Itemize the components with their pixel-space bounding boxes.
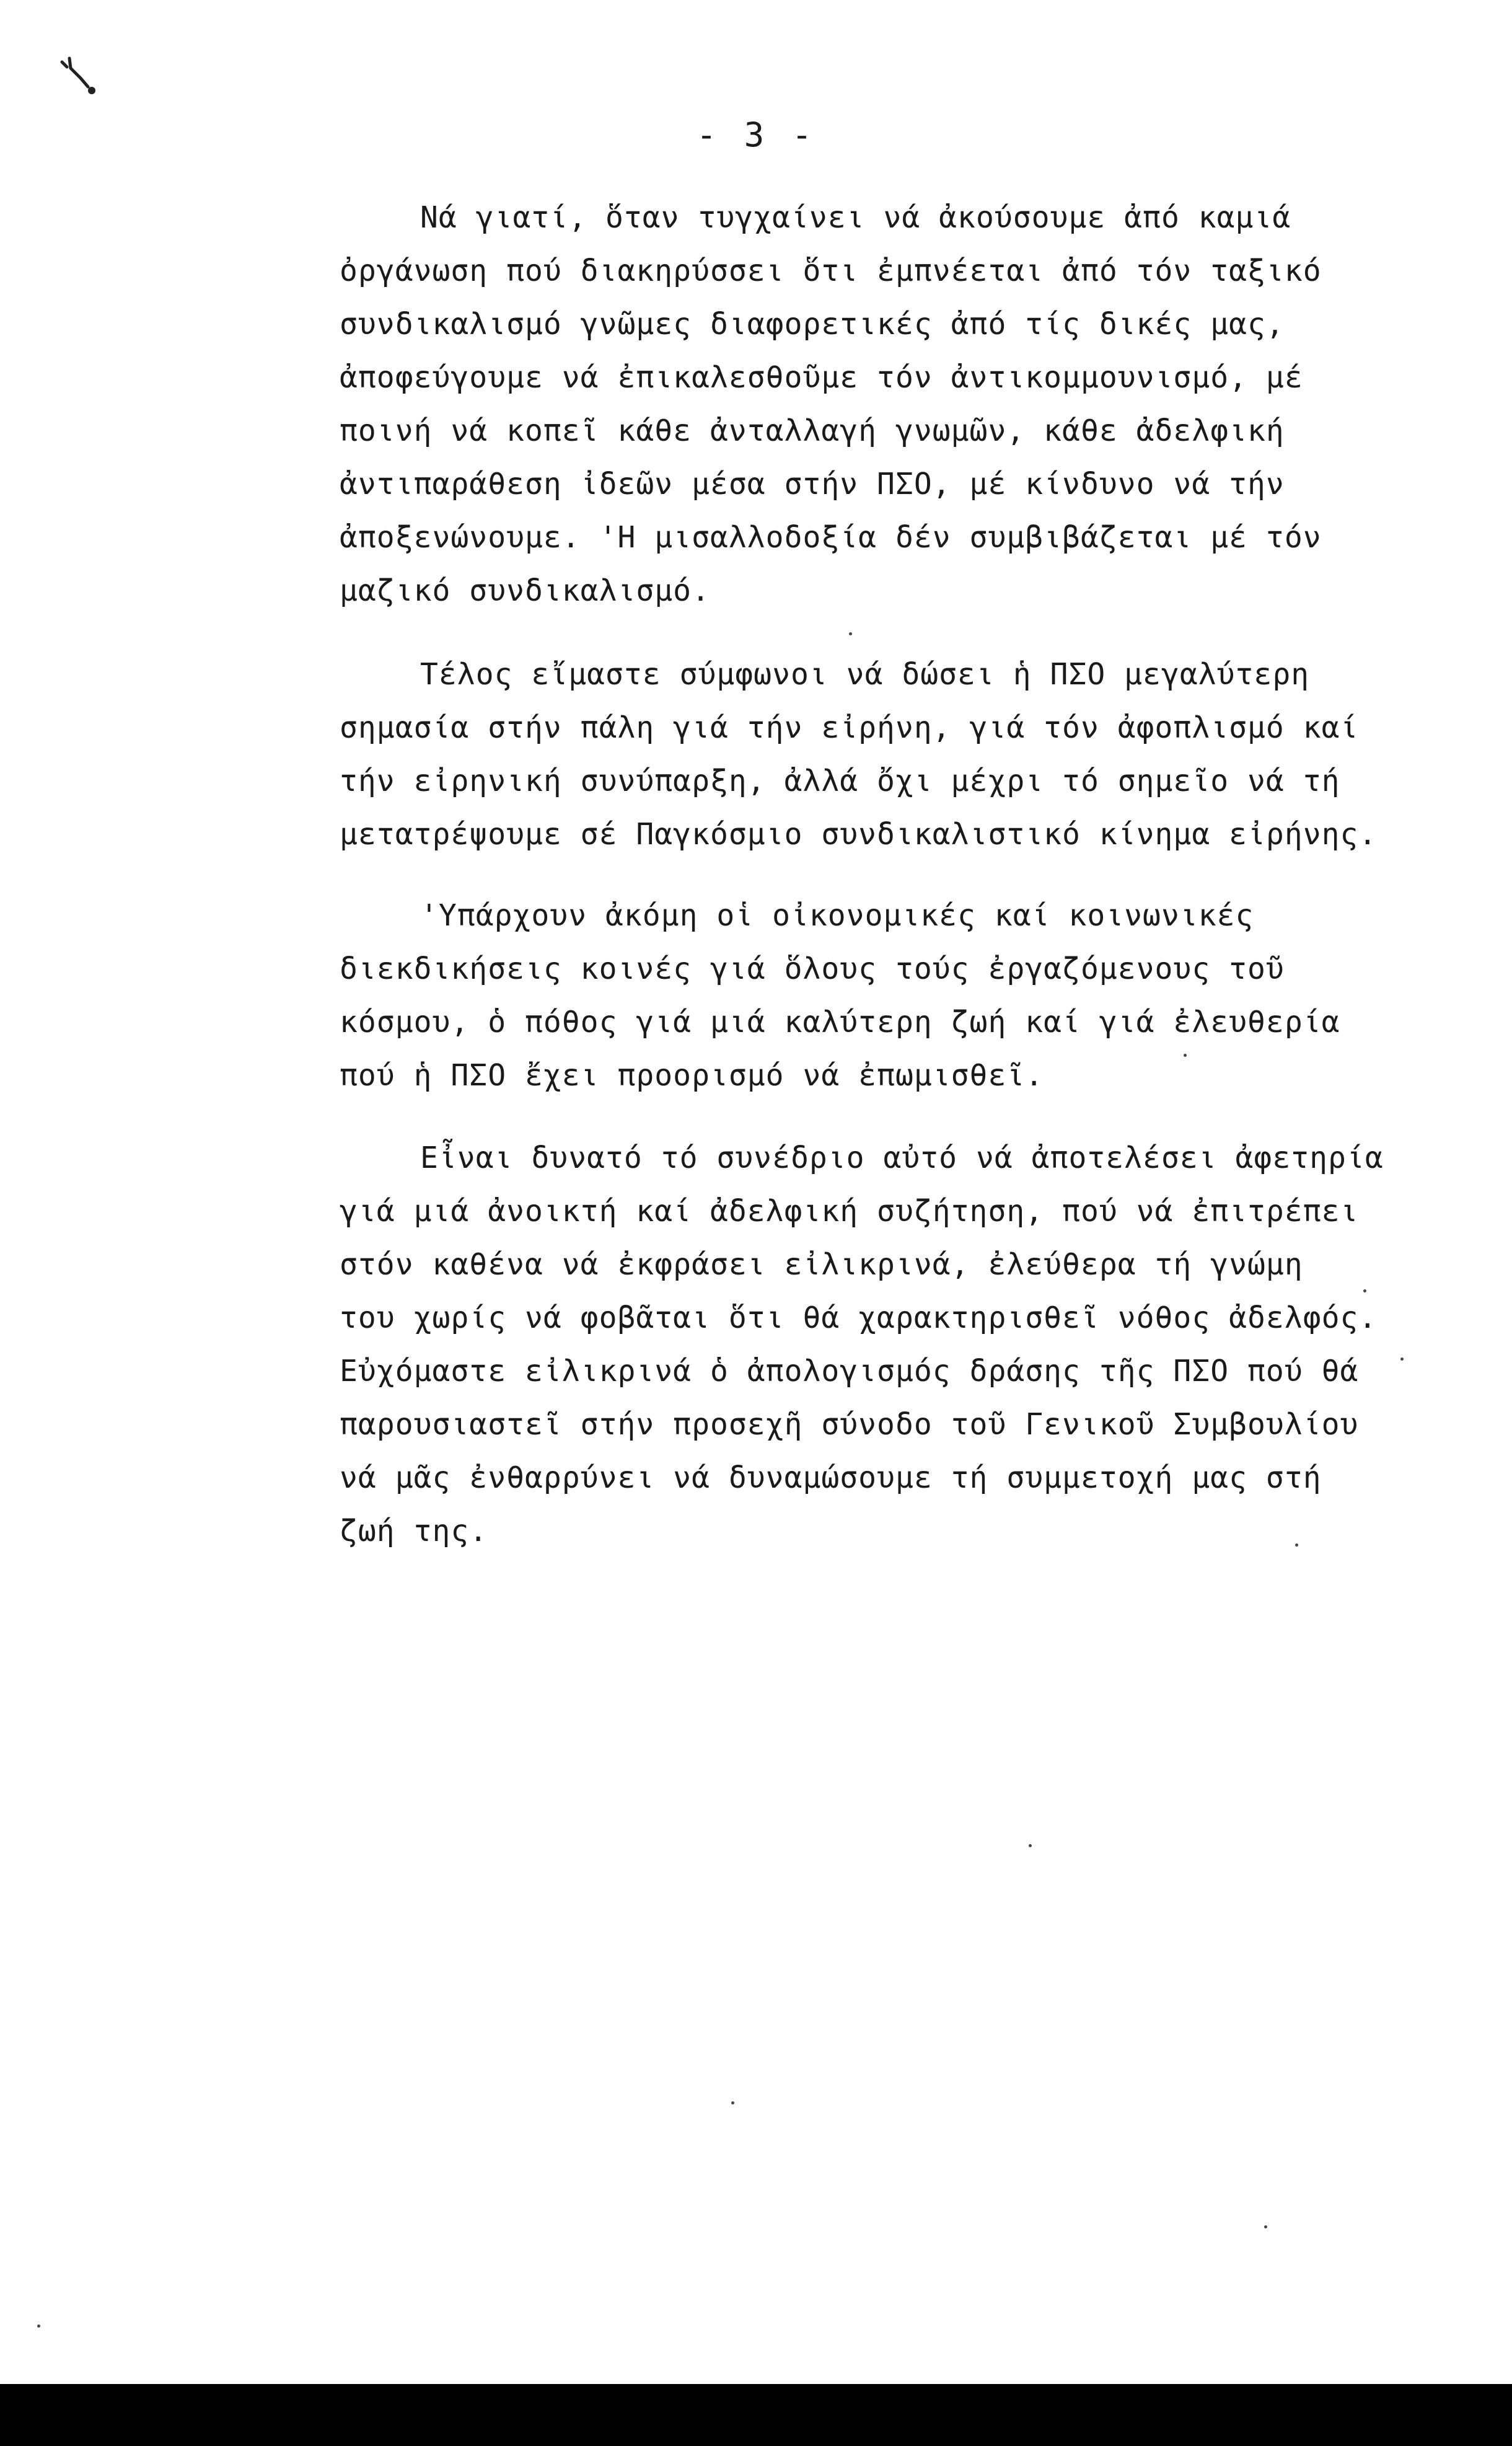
scan-bottom-band <box>0 2384 1512 2446</box>
scan-speck <box>849 632 852 635</box>
text-line: 'Υπάρχουν ἀκόμη οἱ οἰκονομικές καί κοινωνικές <box>420 898 1254 933</box>
text-line: στόν καθένα νά ἐκφράσει εἰλικρινά, ἐλεύθερα τή γνώμη <box>340 1247 1303 1282</box>
scan-speck <box>731 2101 734 2104</box>
corner-ink-mark <box>56 50 112 99</box>
text-line: κόσμου, ὁ πόθος γιά μιά καλύτερη ζωή καί γιά ἐλευθερία <box>340 1005 1340 1040</box>
scan-speck <box>1029 1844 1032 1847</box>
text-line: τήν εἰρηνική συνύπαρξη, ἀλλά ὄχι μέχρι τό σημεῖο νά τή <box>340 764 1340 798</box>
text-line: Νά γιατί, ὅταν τυγχαίνει νά ἀκούσουμε ἀπό καμιά <box>420 200 1291 235</box>
text-line: ὀργάνωση πού διακηρύσσει ὅτι ἐμπνέεται ἀπό τόν ταξικό <box>340 254 1322 288</box>
text-line: γιά μιά ἀνοικτή καί ἀδελφική συζήτηση, πού νά ἐπιτρέπει <box>340 1194 1359 1229</box>
text-line: του χωρίς νά φοβᾶται ὅτι θά χαρακτηρισθεῖ νόθος ἀδελφός. <box>340 1300 1378 1335</box>
page-number: - 3 - <box>696 115 816 154</box>
scan-speck <box>1264 2225 1267 2228</box>
text-line: σημασία στήν πάλη γιά τήν εἰρήνη, γιά τόν ἀφοπλισμό καί <box>340 710 1359 745</box>
scan-speck <box>37 2325 40 2328</box>
text-line: ἀντιπαράθεση ἰδεῶν μέσα στήν ΠΣΟ, μέ κίνδυνο νά τήν <box>340 467 1285 501</box>
text-line: διεκδικήσεις κοινές γιά ὅλους τούς ἐργαζόμενους τοῦ <box>340 951 1285 986</box>
text-line: ζωή της. <box>340 1514 488 1548</box>
scan-speck <box>1295 1543 1298 1547</box>
paragraph-3 <box>340 889 1393 1102</box>
text-line: ἀποξενώνουμε. 'Η μισαλλοδοξία δέν συμβιβάζεται μέ τόν <box>340 520 1322 555</box>
text-line: Εὐχόμαστε εἰλικρινά ὁ ἀπολογισμός δράσης τῆς ΠΣΟ πού θά <box>340 1354 1359 1389</box>
scan-speck <box>1184 1054 1187 1057</box>
paragraph-2 <box>340 648 1393 861</box>
text-line: μαζικό συνδικαλισμό. <box>340 573 710 608</box>
text-line: παρουσιαστεῖ στήν προσεχῆ σύνοδο τοῦ Γενικοῦ Συμβουλίου <box>340 1407 1359 1442</box>
scan-speck <box>1363 1289 1366 1292</box>
paragraph-1 <box>340 191 1393 617</box>
text-line: ἀποφεύγουμε νά ἐπικαλεσθοῦμε τόν ἀντικομμουνισμό, μέ <box>340 360 1303 395</box>
text-line: ποινή νά κοπεῖ κάθε ἀνταλλαγή γνωμῶν, κάθε ἀδελφική <box>340 413 1285 448</box>
text-line: Τέλος εἴμαστε σύμφωνοι νά δώσει ἡ ΠΣΟ μεγαλύτερη <box>420 657 1310 692</box>
text-line: Εἶναι δυνατό τό συνέδριο αὐτό νά ἀποτελέσει ἀφετηρία <box>420 1141 1384 1175</box>
text-line: νά μᾶς ἐνθαρρύνει νά δυναμώσουμε τή συμμετοχή μας στή <box>340 1460 1322 1495</box>
text-line: πού ἡ ΠΣΟ ἔχει προορισμό νά ἐπωμισθεῖ. <box>340 1058 1044 1093</box>
text-line: μετατρέψουμε σέ Παγκόσμιο συνδικαλιστικό κίνημα εἰρήνης. <box>340 817 1378 852</box>
scan-speck <box>1400 1358 1404 1361</box>
paragraph-4 <box>340 1131 1393 1558</box>
text-line: συνδικαλισμό γνῶμες διαφορετικές ἀπό τίς δικές μας, <box>340 307 1285 342</box>
